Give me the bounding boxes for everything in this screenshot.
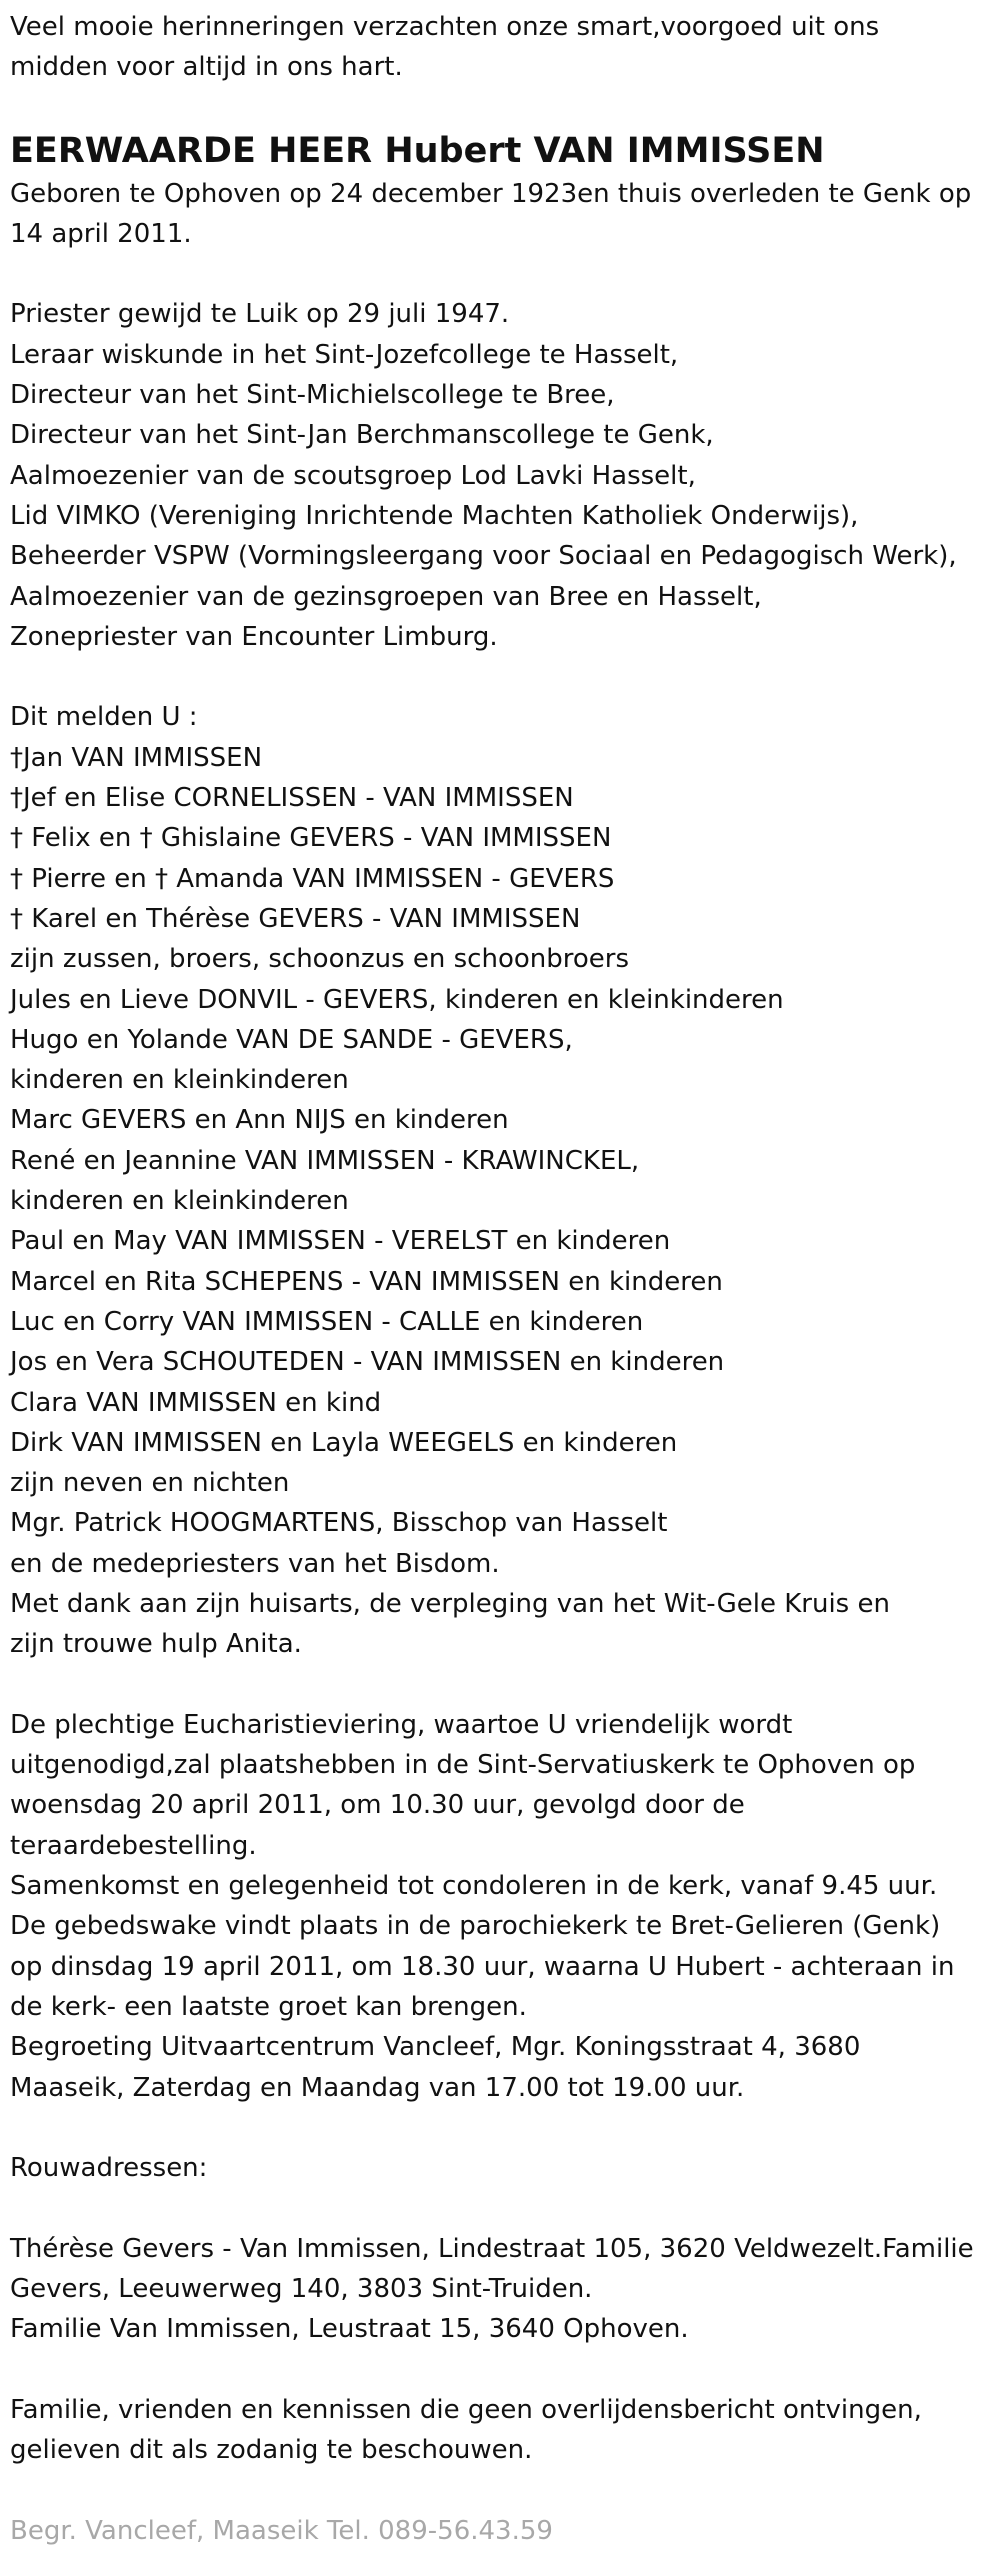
- addresses-list: [10, 2229, 995, 2350]
- family-line: Luc en Corry VAN IMMISSEN - CALLE en kinderen: [10, 1306, 644, 1337]
- ceremony-info: [10, 1705, 995, 2108]
- relative-line-jef: [10, 778, 995, 818]
- family-line: Dirk VAN IMMISSEN en Layla WEEGELS en kinderen: [10, 1427, 678, 1458]
- relative-name: Ghislaine GEVERS - VAN IMMISSEN: [160, 823, 612, 854]
- spacer: [10, 1665, 995, 1705]
- ceremony-line: De gebedswake vindt plaats in de parochiekerk te Bret-Gelieren (Genk): [10, 1911, 941, 1942]
- birth-death-info: [10, 174, 995, 255]
- spacer: [10, 2108, 995, 2148]
- relative-name: Jef en Elise CORNELISSEN - VAN IMMISSEN: [23, 783, 574, 814]
- ceremony-line: teraardebestelling.: [10, 1830, 257, 1861]
- relative-name: Jan VAN IMMISSEN: [23, 742, 263, 773]
- spacer: [10, 2471, 995, 2511]
- family-line: Clara VAN IMMISSEN en kind: [10, 1387, 382, 1418]
- family-line: Marc GEVERS en Ann NIJS en kinderen: [10, 1105, 509, 1136]
- funeral-home-footer: Begr. Vancleef, Maaseik Tel. 089-56.43.59: [10, 2515, 553, 2546]
- birth-death-line: 14 april 2011.: [10, 218, 192, 249]
- family-line: René en Jeannine VAN IMMISSEN - KRAWINCKEL,: [10, 1145, 640, 1176]
- relative-name: Amanda VAN IMMISSEN - GEVERS: [176, 863, 615, 894]
- closing-text: [10, 2390, 995, 2471]
- ceremony-line: woensdag 20 april 2011, om 10.30 uur, gevolgd door de: [10, 1790, 745, 1821]
- ceremony-line: Begroeting Uitvaartcentrum Vancleef, Mgr. Koningsstraat 4, 3680: [10, 2032, 861, 2063]
- cross-icon: †: [10, 863, 23, 894]
- spacer: [10, 254, 995, 294]
- career-line: Priester gewijd te Luik op 29 juli 1947.: [10, 299, 510, 330]
- relative-line-felix: [10, 818, 995, 858]
- ceremony-line: uitgenodigd,zal plaatshebben in de Sint-Servatiuskerk te Ophoven op: [10, 1750, 916, 1781]
- ceremony-line: Samenkomst en gelegenheid tot condoleren in de kerk, vanaf 9.45 uur.: [10, 1871, 938, 1902]
- family-line: Jos en Vera SCHOUTEDEN - VAN IMMISSEN en kinderen: [10, 1347, 725, 1378]
- spacer: [10, 657, 995, 697]
- spacer: [10, 2188, 995, 2228]
- cross-icon: †: [139, 823, 153, 854]
- relative-name: Felix en: [31, 823, 132, 854]
- career-line: Directeur van het Sint-Michielscollege te Bree,: [10, 380, 615, 411]
- cross-icon: †: [10, 742, 23, 773]
- intro-line: Veel mooie herinneringen verzachten onze smart,voorgoed uit ons: [10, 12, 880, 42]
- address-line: Thérèse Gevers - Van Immissen, Lindestraat 105, 3620 Veldwezelt.Familie: [10, 2233, 974, 2264]
- family-line: Met dank aan zijn huisarts, de verpleging van het Wit-Gele Kruis en: [10, 1588, 890, 1619]
- relative-line-karel: [10, 899, 995, 939]
- career-list: [10, 294, 995, 657]
- address-line: Familie Van Immissen, Leustraat 15, 3640 Ophoven.: [10, 2314, 689, 2345]
- family-line: Hugo en Yolande VAN DE SANDE - GEVERS,: [10, 1024, 573, 1055]
- relative-name: Pierre en: [31, 863, 147, 894]
- family-line: Jules en Lieve DONVIL - GEVERS, kinderen en kleinkinderen: [10, 984, 784, 1015]
- ceremony-line: Maaseik, Zaterdag en Maandag van 17.00 tot 19.00 uur.: [10, 2072, 745, 2103]
- ceremony-line: op dinsdag 19 april 2011, om 18.30 uur, waarna U Hubert - achteraan in: [10, 1951, 955, 1982]
- career-line: Lid VIMKO (Vereniging Inrichtende Machten Katholiek Onderwijs),: [10, 500, 859, 531]
- intro-line: midden voor altijd in ons hart.: [10, 52, 403, 83]
- family-line: kinderen en kleinkinderen: [10, 1065, 349, 1096]
- family-line: Marcel en Rita SCHEPENS - VAN IMMISSEN en kinderen: [10, 1266, 723, 1297]
- career-line: Zonepriester van Encounter Limburg.: [10, 621, 498, 652]
- family-line: Paul en May VAN IMMISSEN - VERELST en kinderen: [10, 1226, 671, 1257]
- career-line: Beheerder VSPW (Vormingsleergang voor Sociaal en Pedagogisch Werk),: [10, 541, 957, 572]
- relative-line-pierre: [10, 859, 995, 899]
- spacer: [10, 2350, 995, 2390]
- family-line: Mgr. Patrick HOOGMARTENS, Bisschop van Hasselt: [10, 1508, 668, 1539]
- birth-death-line: Geboren te Ophoven op 24 december 1923en thuis overleden te Genk op: [10, 178, 972, 209]
- family-line: zijn zussen, broers, schoonzus en schoonbroers: [10, 944, 630, 975]
- cross-icon: †: [10, 903, 23, 934]
- family-line: en de medepriesters van het Bisdom.: [10, 1548, 500, 1579]
- family-line: zijn neven en nichten: [10, 1468, 290, 1499]
- cross-icon: †: [154, 863, 168, 894]
- relative-line-jan: [10, 738, 995, 778]
- addresses-heading: Rouwadressen:: [10, 2153, 208, 2184]
- cross-icon: †: [10, 783, 23, 814]
- ceremony-line: de kerk- een laatste groet kan brengen.: [10, 1991, 527, 2022]
- career-line: Directeur van het Sint-Jan Berchmanscollege te Genk,: [10, 420, 714, 451]
- obituary-notice: [10, 0, 995, 2551]
- deceased-relatives-list: [10, 738, 995, 939]
- ceremony-line: De plechtige Eucharistieviering, waartoe U vriendelijk wordt: [10, 1709, 793, 1740]
- intro-text: [10, 7, 995, 88]
- career-line: Aalmoezenier van de scoutsgroep Lod Lavki Hasselt,: [10, 460, 696, 491]
- relative-name: Karel en Thérèse GEVERS - VAN IMMISSEN: [31, 903, 581, 934]
- family-list: [10, 939, 995, 1664]
- deceased-name: EERWAARDE HEER Hubert VAN IMMISSEN: [10, 130, 825, 171]
- family-line: kinderen en kleinkinderen: [10, 1186, 349, 1217]
- closing-line: Familie, vrienden en kennissen die geen overlijdensbericht ontvingen,: [10, 2394, 922, 2425]
- announce-heading: Dit melden U :: [10, 702, 198, 733]
- address-line: Gevers, Leeuwerweg 140, 3803 Sint-Truiden.: [10, 2274, 593, 2305]
- closing-line: gelieven dit als zodanig te beschouwen.: [10, 2435, 533, 2466]
- career-line: Leraar wiskunde in het Sint-Jozefcollege te Hasselt,: [10, 339, 679, 370]
- career-line: Aalmoezenier van de gezinsgroepen van Bree en Hasselt,: [10, 581, 762, 612]
- cross-icon: †: [10, 823, 23, 854]
- family-line: zijn trouwe hulp Anita.: [10, 1629, 302, 1660]
